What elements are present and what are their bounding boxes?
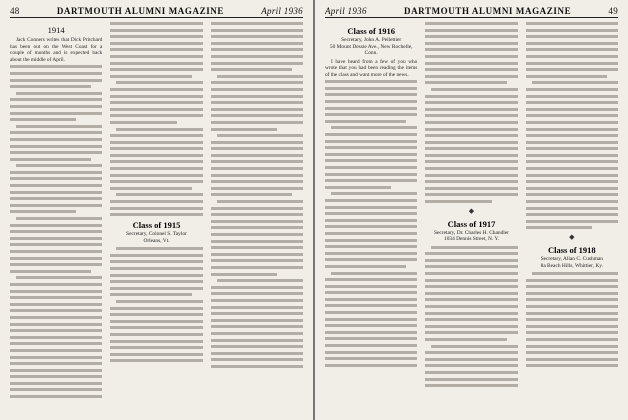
right-columns xyxy=(325,22,618,391)
right-date: April 1936 xyxy=(325,6,367,16)
body-text-lines xyxy=(10,65,102,398)
class-1918-heading: Class of 1918 xyxy=(547,245,596,255)
left-column-1 xyxy=(10,22,102,402)
right-magazine-title: DARTMOUTH ALUMNI MAGAZINE xyxy=(403,6,572,16)
class-1915-address: Orleans, Vt. xyxy=(143,237,170,244)
class-1915-secretary: Secretary, Colonel S. Taylor xyxy=(126,231,187,238)
class-1916-heading: Class of 1916 xyxy=(347,26,396,36)
class-1915-heading: Class of 1915 xyxy=(132,220,181,231)
body-text-lines xyxy=(211,22,303,368)
class-1914-paragraph: Jack Conners writes that Dick Pritchard has been out on the West Coast for a couple of months and is expected back about the middle of April. xyxy=(10,37,103,63)
class-1917-heading: Class of 1917 xyxy=(447,218,496,229)
right-column-2 xyxy=(425,22,517,391)
left-page xyxy=(0,0,313,420)
left-date: April 1936 xyxy=(261,6,303,16)
left-magazine-title: DARTMOUTH ALUMNI MAGAZINE xyxy=(56,6,225,16)
body-text-lines xyxy=(110,247,202,362)
class-1918-address: 8a Beach Hills, Whittier, Ky. xyxy=(540,262,603,269)
class-1918-secretary: Secretary, Allan C. Cushman xyxy=(540,256,604,262)
left-page-number: 48 xyxy=(10,6,20,16)
left-running-head xyxy=(10,6,303,18)
class-1917-secretary: Secretary, Dr. Charles H. Chandler xyxy=(434,229,509,236)
class-1916-address: 50 Mount Dessie Ave., New Rochelle, Conn. xyxy=(329,43,413,56)
class-1916-paragraph: I have heard from a few of you who wrote that you had been reading the items of the class and want more of the news. xyxy=(325,58,418,78)
body-text-lines xyxy=(526,22,618,229)
left-column-3 xyxy=(211,22,303,402)
body-text-lines xyxy=(425,22,517,203)
right-column-3 xyxy=(526,22,618,391)
class-1916-secretary: Secretary, John A. Pellettier xyxy=(341,37,402,43)
right-page-number: 49 xyxy=(608,6,618,16)
body-text-lines xyxy=(526,272,618,367)
body-text-lines xyxy=(325,80,417,367)
body-text-lines xyxy=(110,22,202,216)
body-text-lines xyxy=(425,246,517,387)
class-1917-address: 1034 Dennis Street, N. Y. xyxy=(444,236,499,243)
right-running-head xyxy=(325,6,618,18)
class-1914-heading: 1914 xyxy=(47,25,65,35)
right-column-1 xyxy=(325,22,417,391)
left-columns xyxy=(10,22,303,402)
left-column-2 xyxy=(110,22,202,402)
right-page xyxy=(315,0,628,420)
section-divider-ornament: ◆ xyxy=(468,206,475,215)
section-divider-ornament: ◆ xyxy=(569,233,575,241)
